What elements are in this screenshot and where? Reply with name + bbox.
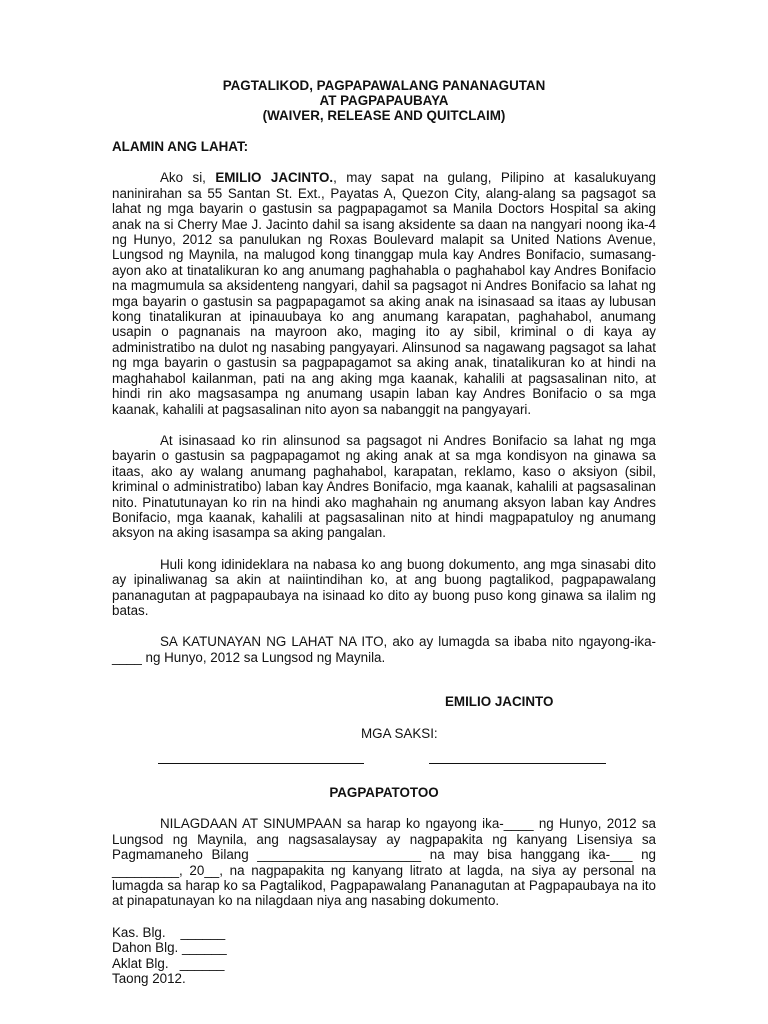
title-line-1: PAGTALIKOD, PAGPAPAWALANG PANANAGUTAN	[222, 78, 546, 93]
book-number: Aklat Blg. ______	[112, 955, 225, 971]
paragraph-waiver: At isinasaad ko rin alinsunod sa pagsagot ni Andres Bonifacio sa lahat ng mga bayarin o gastusin sa pagpapagamot ng aking anak at sa mga kondisyon na ginawa sa itaas, ako ay walang anumang paghahabol, karapatan, reklamo, kaso o aksiyon (sibil, kriminal o administratibo) laban kay Andres Bonifacio, mga kaanak, kahalili at pagsasalinan nito. Pinatutunayan ko rin na hindi ako maghahain ng anumang aksyon laban kay Andres Bonifacio, mga kaanak, kahalili at pagsasalinan nito at hindi magpapatuloy ng anumang aksyon na aking isasampa sa aking pangalan.	[112, 432, 656, 541]
series-year: Taong 2012.	[112, 971, 186, 987]
paragraph-intro: Ako si,	[160, 170, 216, 186]
witness-signature-lines	[112, 745, 656, 775]
section-title: PAGPAPATOTOO	[329, 785, 439, 800]
witnesses-label: MGA SAKSI:	[361, 725, 438, 741]
paragraph-attestation: SA KATUNAYAN NG LAHAT NA ITO, ako ay lumagda sa ibaba nito ngayong-ika-____ ng Hunyo, 2012 sa Lungsod ng Maynila.	[112, 634, 656, 665]
declarant-name: EMILIO JACINTO.	[215, 170, 334, 186]
salutation-heading: ALAMIN ANG LAHAT:	[112, 139, 249, 154]
paragraph-declaration	[112, 170, 656, 417]
notary-register	[112, 925, 656, 987]
signer-name: EMILIO JACINTO	[445, 694, 554, 710]
document-title	[112, 78, 656, 123]
doc-number: Kas. Blg. ______	[112, 924, 226, 940]
paragraph-notarization: NILAGDAAN AT SINUMPAAN sa harap ko ngayong ika-____ ng Hunyo, 2012 sa Lungsod ng Maynila, ang nagsasalaysay ay nagpapakita ng kanyang Lisensiya sa Pagmamaneho Bilang ______________________ na may bisa hanggang ika-___ ng _________, 20__, na nagpapakita ng kanyang litrato at lagda, na siya ay personal na lumagda sa harap ko sa Pagtalikod, Pagpapawalang Pananagutan at Pagpapaubaya na ito at pinapatunayan ko na nilagdaan niya ang nasabing dokumento.	[112, 816, 656, 909]
title-line-3: (WAIVER, RELEASE AND QUITCLAIM)	[262, 108, 506, 123]
paragraph-body: , may sapat na gulang, Pilipino at kasalukuyang naninirahan sa 55 Santan St. Ext., Payatas A, Quezon City, alang-alang sa pagsagot sa lahat ng mga bayarin o gastusin sa pagpapagamot sa Manila Doctors Hospital sa aking anak na si Cherry Mae J. Jacinto dahil sa isang aksidente sa daan na nangyari noong ika-4 ng Hunyo, 2012 sa panulukan ng Roxas Boulevard malapit sa United Nations Avenue, Lungsod ng Maynila, na malugod kong tinanggap mula kay Andres Bonifacio, sumasang-ayon ako at tinatalikuran ko ang anumang paghahabla o paghahabol kay Andres Bonifacio na magmumula sa aksidenteng nangyari, dahil sa pagsagot ni Andres Bonifacio sa lahat ng mga bayarin o gastusin sa pagpapagamot sa aking anak na isinasaad sa itaas ay lubusan kong tinatalikuran at ipinauubaya ko ang anumang karapatan, paghahabol, anumang usapin o pagnanais na mayroon ako, maging ito ay sibil, kriminal o di kaya ay administratibo na dulot ng nasabing pangyayari. Alinsunod sa nagawang pagsagot sa lahat ng mga bayarin o gastusin sa pagpapagamot sa aking anak, tinatalikuran ko at hindi na maghahabol kailanman, pati na ang aking mga kaanak, kahalili at pagsasalinan nito, at hindi rin ako magsasampa ng anumang usapin laban kay Andres Bonifacio o sa mga kaanak, kahalili at pagsasalinan nito ayon sa nabanggit na pangyayari.	[112, 170, 656, 417]
witness-signature-line-1	[158, 763, 364, 764]
page-number: Dahon Blg. ______	[112, 940, 227, 956]
paragraph-acknowledgment: Huli kong idinideklara na nabasa ko ang buong dokumento, ang mga sinasabi dito ay ipinaliwanag sa akin at naiintindihan ko, at ang buong pagtalikod, pagpapawalang pananagutan at pagpapaubaya na isinaad ko dito ay buong puso kong ginawa sa ilalim ng batas.	[112, 556, 656, 618]
witness-signature-line-2	[429, 763, 606, 764]
title-line-2: AT PAGPAPAUBAYA	[319, 93, 449, 108]
